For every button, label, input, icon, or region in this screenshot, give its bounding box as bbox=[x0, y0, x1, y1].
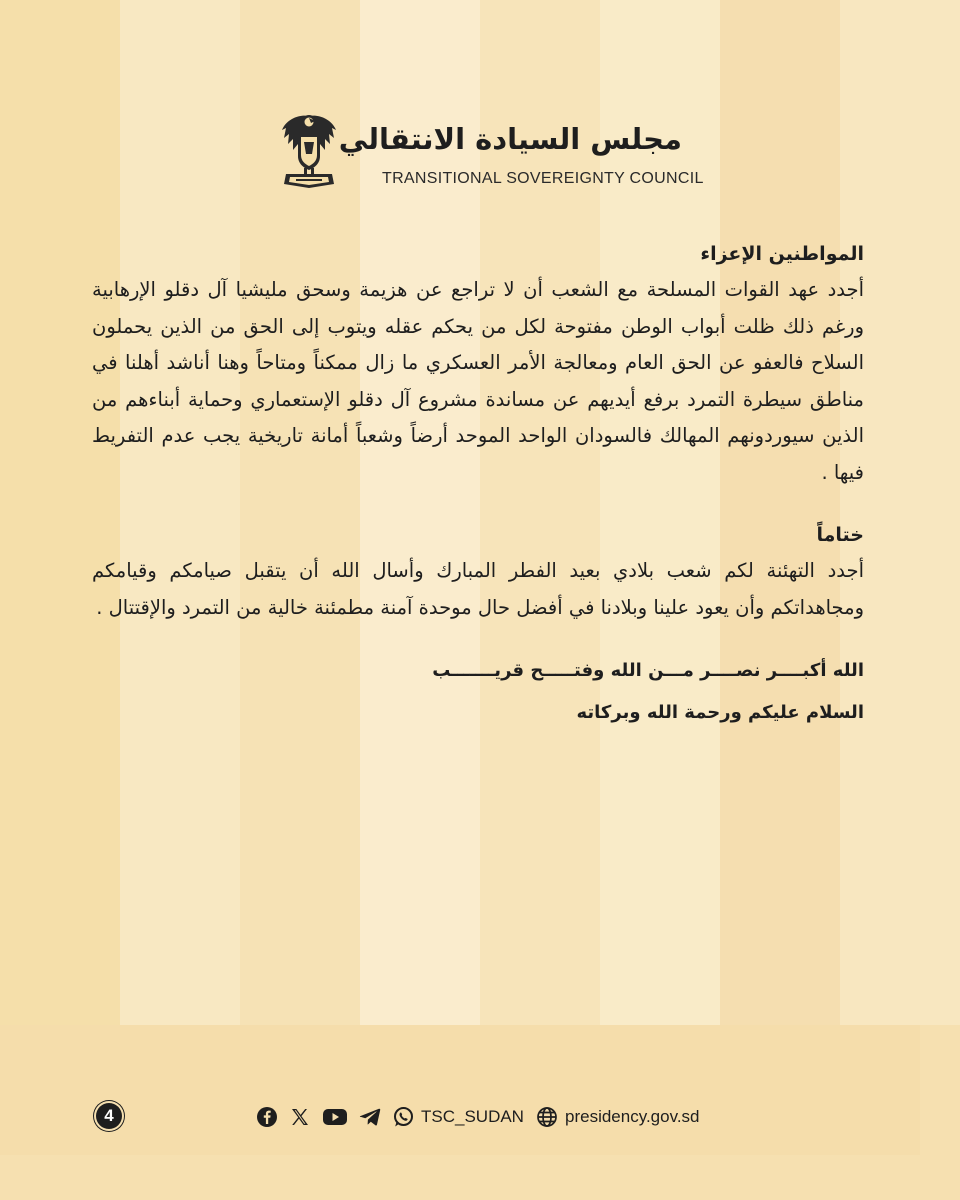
paragraph-1: أجدد عهد القوات المسلحة مع الشعب أن لا تراجع عن هزيمة وسحق مليشيا آل دقلو الإرهابية ورغم ذلك ظلت أبواب الوطن مفتوحة لكل من يحكم عقله ويتوب إلى الحق من الذين يحملون السلاح فالعفو عن الحق العام ومعالجة الأمر العسكري ما زال ممكناً ومتاحاً وهنا أناشد أهلنا في مناطق سيطرة التمرد برفع أيديهم عن مساندة مشروع آل دقلو الإستعماري وحماية أبناءهم من الذين سيوردونهم المهالك فالسودان الواحد الموحد أرضاً وشعباً أمانة تاريخية يجب عدم التفريط فيها . bbox=[92, 278, 864, 484]
social-handle[interactable]: TSC_SUDAN bbox=[421, 1107, 524, 1126]
page-number-badge: 4 bbox=[96, 1103, 122, 1129]
greeting: المواطنين الإعزاء bbox=[700, 243, 864, 265]
statement-body bbox=[92, 236, 864, 728]
website-link[interactable] bbox=[536, 1104, 700, 1130]
salam-line: السلام عليكم ورحمة الله وبركاته bbox=[576, 702, 864, 723]
sudan-emblem-icon bbox=[278, 108, 340, 190]
paragraph-2: أجدد التهئنة لكم شعب بلادي بعيد الفطر المبارك وأسال الله أن يتقبل صيامكم وقيامكم ومجاهداتكم وأن يعود علينا وبلادنا في أفضل حال موحدة آمنة مطمئنة خالية من التمرد والإقتتال . bbox=[92, 559, 864, 619]
takbir-line: الله أكبــــر نصــــر مـــن الله وفتـــــح قريـــــــب bbox=[432, 660, 864, 681]
footer bbox=[96, 1100, 716, 1134]
facebook-icon[interactable] bbox=[256, 1106, 278, 1128]
council-name-arabic: مجلس السيادة الانتقالي bbox=[338, 122, 682, 156]
letterhead bbox=[278, 108, 704, 192]
whatsapp-icon[interactable] bbox=[392, 1106, 414, 1128]
council-name-english: TRANSITIONAL SOVEREIGNTY COUNCIL bbox=[382, 170, 704, 187]
globe-icon bbox=[536, 1106, 558, 1128]
x-icon[interactable] bbox=[289, 1106, 311, 1128]
website-url[interactable]: presidency.gov.sd bbox=[565, 1107, 700, 1126]
closing-heading: ختاماً bbox=[816, 524, 864, 546]
social-links bbox=[256, 1104, 524, 1130]
youtube-icon[interactable] bbox=[322, 1106, 348, 1128]
telegram-icon[interactable] bbox=[359, 1106, 381, 1128]
